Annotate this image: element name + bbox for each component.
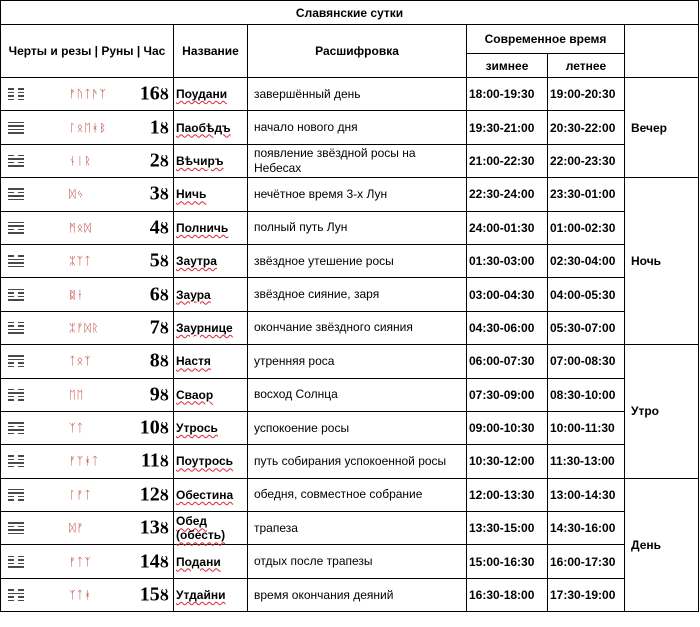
summer-time: 17:30-19:00 bbox=[548, 578, 625, 611]
winter-time: 18:00-19:30 bbox=[467, 78, 548, 111]
hour-number bbox=[140, 584, 169, 607]
rune-text: ᛚᛟᛖᚼᛒ bbox=[69, 121, 107, 135]
rune-text: ᚠᚢᛏᚫᛉ bbox=[69, 87, 107, 101]
rune-text: ᚠᛏᛉ bbox=[69, 555, 92, 569]
hour-mark-icon: ȣ bbox=[159, 286, 169, 305]
table-row bbox=[1, 278, 699, 311]
summer-time: 02:30-04:00 bbox=[548, 244, 625, 277]
header-meaning: Расшифровка bbox=[248, 25, 467, 78]
hour-mark-icon: ȣ bbox=[159, 586, 169, 605]
line-marks-icon bbox=[8, 120, 24, 136]
period-label: Ночь bbox=[625, 178, 699, 345]
rune-text: ᛉᛏᚼ bbox=[69, 588, 92, 602]
hour-mark-icon: ȣ bbox=[159, 419, 169, 438]
hour-meaning: путь собирания успокоенной росы bbox=[248, 445, 467, 478]
summer-time: 16:00-17:30 bbox=[548, 545, 625, 578]
summer-time: 13:00-14:30 bbox=[548, 478, 625, 511]
symbols-cell bbox=[1, 144, 174, 177]
winter-time: 06:00-07:30 bbox=[467, 345, 548, 378]
hour-number bbox=[150, 216, 169, 239]
hour-meaning: трапеза bbox=[248, 512, 467, 545]
line-marks-icon bbox=[8, 220, 24, 236]
hour-number bbox=[150, 116, 169, 139]
rune-text: ᛯᛉᛏ bbox=[69, 254, 92, 268]
header-summer: летнее bbox=[548, 54, 625, 78]
hour-mark-icon: ȣ bbox=[159, 85, 169, 104]
hour-name: Настя bbox=[174, 345, 248, 378]
rune-text: ᛉᛏ bbox=[69, 421, 85, 435]
summer-time: 05:30-07:00 bbox=[548, 311, 625, 344]
hour-number bbox=[150, 350, 169, 373]
hour-value: 5 bbox=[149, 249, 160, 272]
line-marks-icon bbox=[8, 453, 24, 469]
table-title: Славянские сутки bbox=[1, 1, 699, 25]
table-row bbox=[1, 578, 699, 611]
hour-name: Утрось bbox=[174, 411, 248, 444]
hour-name: Полничь bbox=[174, 211, 248, 244]
rune-text: ᚾᛁᚱ bbox=[69, 154, 92, 168]
hour-name: Поудани bbox=[174, 78, 248, 111]
line-marks-icon bbox=[8, 487, 24, 503]
rune-text: ᛯᚠᛞᚱ bbox=[69, 321, 100, 335]
hour-meaning: начало нового дня bbox=[248, 111, 467, 144]
hour-value: 13 bbox=[139, 516, 160, 539]
hour-mark-icon: ȣ bbox=[159, 486, 169, 505]
hour-number bbox=[140, 550, 169, 573]
hour-mark-icon: ȣ bbox=[159, 119, 169, 138]
hour-name: Паобѣдъ bbox=[174, 111, 248, 144]
winter-time: 22:30-24:00 bbox=[467, 178, 548, 211]
hour-value: 4 bbox=[149, 216, 160, 239]
hour-name: Ничь bbox=[174, 178, 248, 211]
line-marks-icon bbox=[8, 420, 24, 436]
table-row bbox=[1, 512, 699, 545]
hour-number bbox=[150, 316, 169, 339]
header-winter: зимнее bbox=[467, 54, 548, 78]
hour-value: 10 bbox=[139, 416, 160, 439]
hour-name: Подани bbox=[174, 545, 248, 578]
hour-mark-icon: ȣ bbox=[159, 319, 169, 338]
hour-mark-icon: ȣ bbox=[159, 152, 169, 171]
rune-text: ᛞᚠ bbox=[69, 521, 85, 535]
symbols-cell bbox=[1, 178, 174, 211]
line-marks-icon bbox=[8, 153, 24, 169]
table-row bbox=[1, 78, 699, 111]
winter-time: 12:00-13:30 bbox=[467, 478, 548, 511]
line-marks-icon bbox=[8, 387, 24, 403]
symbols-cell bbox=[1, 345, 174, 378]
hour-value: 6 bbox=[149, 283, 160, 306]
summer-time: 19:00-20:30 bbox=[548, 78, 625, 111]
symbols-cell bbox=[1, 278, 174, 311]
rune-text: ᚠᛉᚼᛏ bbox=[69, 454, 100, 468]
hour-value: 16 bbox=[139, 82, 160, 105]
hour-mark-icon: ȣ bbox=[159, 386, 169, 405]
hour-mark-icon: ȣ bbox=[159, 553, 169, 572]
winter-time: 15:00-16:30 bbox=[467, 545, 548, 578]
line-marks-icon bbox=[8, 320, 24, 336]
hour-name: Обед (обесть) bbox=[174, 512, 248, 545]
hour-value: 14 bbox=[139, 550, 160, 573]
hour-meaning: успокоение росы bbox=[248, 411, 467, 444]
hour-number bbox=[150, 250, 169, 273]
hour-meaning: появление звёздной росы на Небесах bbox=[248, 144, 467, 177]
line-marks-icon bbox=[8, 86, 24, 102]
line-marks-icon bbox=[8, 554, 24, 570]
rune-text: ᛥᚽ bbox=[69, 288, 85, 302]
winter-time: 09:00-10:30 bbox=[467, 411, 548, 444]
line-marks-icon bbox=[8, 253, 24, 269]
hour-name: Сваор bbox=[174, 378, 248, 411]
table-row bbox=[1, 178, 699, 211]
hour-name: Обестина bbox=[174, 478, 248, 511]
symbols-cell bbox=[1, 512, 174, 545]
rune-text: ᛏᛟᛉ bbox=[69, 354, 92, 368]
hour-name: Заура bbox=[174, 278, 248, 311]
table-row bbox=[1, 244, 699, 277]
hour-name: Заутра bbox=[174, 244, 248, 277]
header-symbols: Черты и резы | Руны | Час bbox=[1, 25, 174, 78]
winter-time: 03:00-04:30 bbox=[467, 278, 548, 311]
summer-time: 07:00-08:30 bbox=[548, 345, 625, 378]
hour-number bbox=[140, 417, 169, 440]
hour-mark-icon: ȣ bbox=[159, 352, 169, 371]
symbols-cell bbox=[1, 445, 174, 478]
hour-value: 3 bbox=[149, 182, 160, 205]
table-row bbox=[1, 144, 699, 177]
hour-value: 11 bbox=[140, 449, 160, 472]
hour-meaning: завершённый день bbox=[248, 78, 467, 111]
hour-value: 2 bbox=[149, 149, 160, 172]
table-row bbox=[1, 478, 699, 511]
symbols-cell bbox=[1, 578, 174, 611]
hour-value: 1 bbox=[149, 116, 160, 139]
hour-mark-icon: ȣ bbox=[159, 252, 169, 271]
header-period bbox=[625, 25, 699, 78]
winter-time: 13:30-15:00 bbox=[467, 512, 548, 545]
symbols-cell bbox=[1, 211, 174, 244]
summer-time: 08:30-10:00 bbox=[548, 378, 625, 411]
winter-time: 04:30-06:00 bbox=[467, 311, 548, 344]
hour-name: Заурнице bbox=[174, 311, 248, 344]
symbols-cell bbox=[1, 545, 174, 578]
line-marks-icon bbox=[8, 587, 24, 603]
table-row bbox=[1, 411, 699, 444]
symbols-cell bbox=[1, 378, 174, 411]
line-marks-icon bbox=[8, 353, 24, 369]
table-row bbox=[1, 311, 699, 344]
hour-meaning: полный путь Лун bbox=[248, 211, 467, 244]
hour-number bbox=[140, 517, 169, 540]
hour-number bbox=[150, 183, 169, 206]
header-modern-time: Современное время bbox=[467, 25, 625, 54]
hour-mark-icon: ȣ bbox=[159, 185, 169, 204]
hour-meaning: звёздное сияние, заря bbox=[248, 278, 467, 311]
winter-time: 21:00-22:30 bbox=[467, 144, 548, 177]
rune-text: ᛗᛟᛞ bbox=[69, 221, 92, 235]
winter-time: 19:30-21:00 bbox=[467, 111, 548, 144]
hour-mark-icon: ȣ bbox=[159, 452, 169, 471]
hour-number bbox=[141, 450, 169, 473]
hour-number bbox=[140, 83, 169, 106]
symbols-cell bbox=[1, 311, 174, 344]
hour-value: 12 bbox=[139, 483, 160, 506]
hour-number bbox=[150, 283, 169, 306]
table-row bbox=[1, 445, 699, 478]
period-label: Утро bbox=[625, 345, 699, 479]
summer-time: 01:00-02:30 bbox=[548, 211, 625, 244]
hour-meaning: восход Солнца bbox=[248, 378, 467, 411]
summer-time: 22:00-23:30 bbox=[548, 144, 625, 177]
winter-time: 10:30-12:00 bbox=[467, 445, 548, 478]
hour-value: 7 bbox=[149, 316, 160, 339]
table-row bbox=[1, 545, 699, 578]
period-label: День bbox=[625, 478, 699, 612]
summer-time: 14:30-16:00 bbox=[548, 512, 625, 545]
table-row bbox=[1, 211, 699, 244]
summer-time: 04:00-05:30 bbox=[548, 278, 625, 311]
hour-name: Вѣчиръ bbox=[174, 144, 248, 177]
winter-time: 01:30-03:00 bbox=[467, 244, 548, 277]
hour-value: 15 bbox=[139, 583, 160, 606]
symbols-cell bbox=[1, 478, 174, 511]
period-label: Вечер bbox=[625, 78, 699, 178]
winter-time: 24:00-01:30 bbox=[467, 211, 548, 244]
winter-time: 16:30-18:00 bbox=[467, 578, 548, 611]
hour-mark-icon: ȣ bbox=[159, 219, 169, 238]
symbols-cell bbox=[1, 78, 174, 111]
hour-number bbox=[150, 383, 169, 406]
rune-text: ᛚᚠᛏ bbox=[69, 488, 92, 502]
hour-meaning: обедня, совместное собрание bbox=[248, 478, 467, 511]
hour-mark-icon: ȣ bbox=[159, 519, 169, 538]
hour-value: 8 bbox=[149, 349, 160, 372]
line-marks-icon bbox=[8, 520, 24, 536]
hour-name: Поутрось bbox=[174, 445, 248, 478]
hour-meaning: время окончания деяний bbox=[248, 578, 467, 611]
line-marks-icon bbox=[8, 287, 24, 303]
symbols-cell bbox=[1, 411, 174, 444]
hour-number bbox=[140, 483, 169, 506]
hour-meaning: звёздное утешение росы bbox=[248, 244, 467, 277]
rune-text: ᛞᛃ bbox=[69, 187, 85, 201]
winter-time: 07:30-09:00 bbox=[467, 378, 548, 411]
hour-name: Утдайни bbox=[174, 578, 248, 611]
hour-meaning: окончание звёздного сияния bbox=[248, 311, 467, 344]
table-row bbox=[1, 111, 699, 144]
hour-number bbox=[150, 149, 169, 172]
symbols-cell bbox=[1, 244, 174, 277]
summer-time: 11:30-13:00 bbox=[548, 445, 625, 478]
rune-text: ᛖᛖ bbox=[69, 388, 85, 402]
header-name: Название bbox=[174, 25, 248, 78]
line-marks-icon bbox=[8, 186, 24, 202]
hour-meaning: отдых после трапезы bbox=[248, 545, 467, 578]
table-row bbox=[1, 378, 699, 411]
hour-meaning: утренняя роса bbox=[248, 345, 467, 378]
table-row bbox=[1, 345, 699, 378]
summer-time: 20:30-22:00 bbox=[548, 111, 625, 144]
symbols-cell bbox=[1, 111, 174, 144]
summer-time: 10:00-11:30 bbox=[548, 411, 625, 444]
summer-time: 23:30-01:00 bbox=[548, 178, 625, 211]
hour-value: 9 bbox=[149, 383, 160, 406]
hour-meaning: нечётное время 3-х Лун bbox=[248, 178, 467, 211]
